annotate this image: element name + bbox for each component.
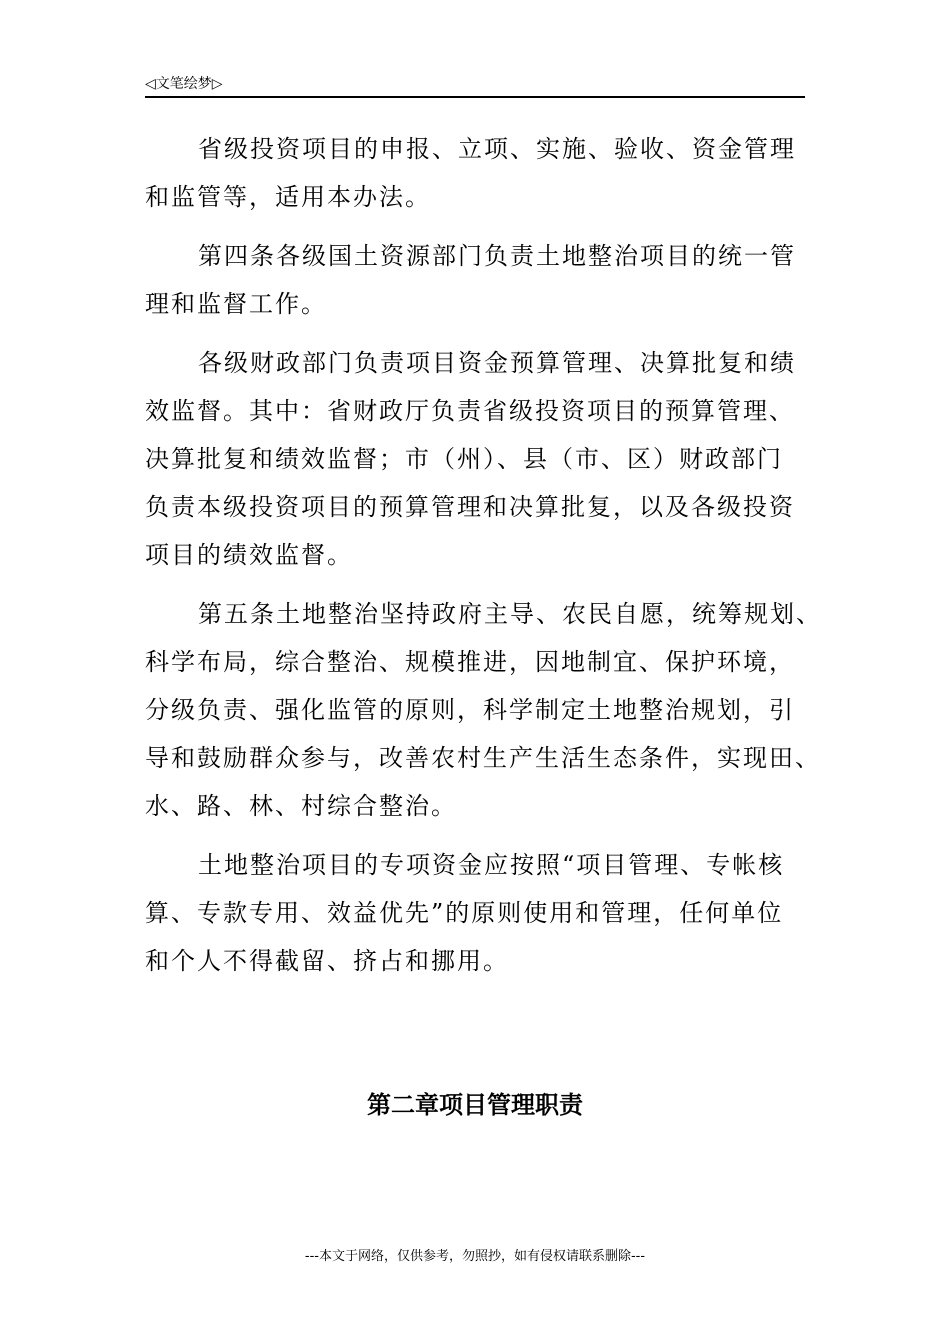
text-line: 算、专款专用、效益优先”的原则使用和管理，任何单位 bbox=[145, 899, 784, 927]
text-line: 效监督。其中：省财政厅负责省级投资项目的预算管理、 bbox=[145, 397, 795, 425]
text-line: 分级负责、强化监管的原则，科学制定土地整治规划，引 bbox=[145, 696, 795, 724]
paragraph-article-5 bbox=[145, 596, 822, 824]
text-line: 和监管等，适用本办法。 bbox=[145, 183, 431, 211]
text-line: 项目的绩效监督。 bbox=[145, 541, 353, 569]
text-line: 理和监督工作。 bbox=[145, 290, 327, 318]
text-line: 各级财政部门负责项目资金预算管理、决算批复和绩 bbox=[198, 349, 796, 377]
text-line: 土地整治项目的专项资金应按照“项目管理、专帐核 bbox=[198, 851, 785, 879]
chapter-title: 第二章项目管理职责 bbox=[367, 1091, 583, 1119]
text-line: 水、路、林、村综合整治。 bbox=[145, 792, 457, 820]
document-body bbox=[145, 131, 822, 1002]
paragraph-special-funds bbox=[145, 847, 805, 979]
header-title: ◁文笔绘梦▷ bbox=[145, 76, 223, 92]
paragraph-finance-duties bbox=[145, 345, 805, 573]
text-line: 第四条各级国土资源部门负责土地整治项目的统一管 bbox=[198, 242, 796, 270]
text-line: 负责本级投资项目的预算管理和决算批复，以及各级投资 bbox=[145, 493, 795, 521]
text-line: 科学布局，综合整治、规模推进，因地制宜、保护环境， bbox=[145, 648, 795, 676]
paragraph-scope bbox=[145, 131, 805, 215]
page-footer: ---本文于网络，仅供参考，勿照抄，如有侵权请联系删除--- bbox=[304, 1249, 646, 1264]
text-line: 决算批复和绩效监督；市（州）、县（市、区）财政部门 bbox=[145, 445, 783, 473]
text-line: 和个人不得截留、挤占和挪用。 bbox=[145, 947, 509, 975]
text-line: 第五条土地整治坚持政府主导、农民自愿，统筹规划、 bbox=[198, 600, 822, 628]
text-line: 省级投资项目的申报、立项、实施、验收、资金管理 bbox=[198, 135, 796, 163]
text-line: 导和鼓励群众参与，改善农村生产生活生态条件，实现田、 bbox=[145, 744, 821, 772]
page-header bbox=[145, 74, 805, 98]
paragraph-article-4 bbox=[145, 238, 805, 322]
